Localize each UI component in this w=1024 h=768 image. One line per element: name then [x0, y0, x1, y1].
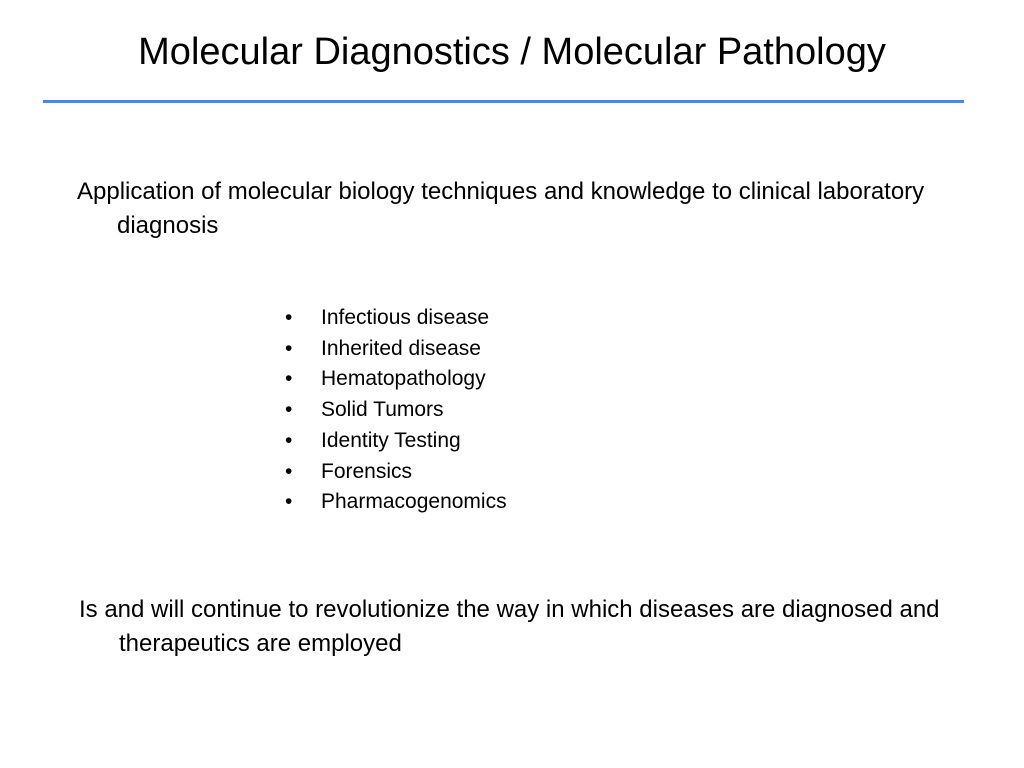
bullet-icon: • [285, 428, 293, 452]
title-underline [43, 100, 964, 103]
bullet-icon: • [285, 398, 293, 422]
bullet-icon: • [285, 459, 293, 483]
list-item [285, 334, 507, 365]
list-item [285, 364, 507, 395]
bullet-icon: • [285, 490, 293, 514]
list-item-label: Forensics [321, 459, 413, 483]
closing-paragraph: Is and will continue to revolutionize the way in which diseases are diagnosed and therapeutics are employed [79, 596, 940, 657]
list-item-label: Hematopathology [321, 367, 486, 391]
list-item-label: Identity Testing [321, 428, 461, 452]
bullet-icon: • [285, 367, 293, 391]
list-item [285, 395, 507, 426]
list-item [285, 487, 507, 518]
list-item-label: Infectious disease [321, 306, 490, 329]
list-item [285, 457, 507, 488]
list-item [285, 303, 507, 334]
list-item-label: Inherited disease [321, 336, 481, 360]
slide-title: Molecular Diagnostics / Molecular Pathology [138, 31, 886, 73]
list-item [285, 426, 507, 457]
application-list [285, 303, 507, 518]
intro-paragraph: Application of molecular biology techniques and knowledge to clinical laboratory diagnosis [77, 178, 925, 239]
bullet-icon: • [285, 336, 293, 360]
list-item-label: Pharmacogenomics [321, 490, 507, 514]
bullet-icon: • [285, 306, 293, 329]
list-item-label: Solid Tumors [321, 398, 444, 422]
